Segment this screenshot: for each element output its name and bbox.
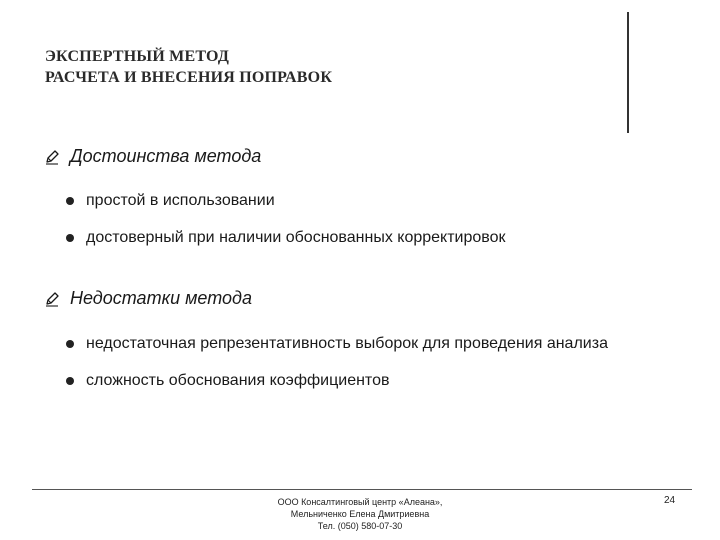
vertical-divider — [627, 12, 629, 133]
slide-title — [45, 46, 332, 88]
section-heading-label: Недостатки метода — [70, 288, 252, 308]
bullet-dot-icon — [66, 234, 74, 242]
section-heading-advantages — [44, 146, 261, 167]
bullet-dot-icon — [66, 377, 74, 385]
footer-author: Мельниченко Елена Дмитриевна — [290, 509, 430, 519]
list-item-text: недостаточная репрезентативность выборок для проведения анализа — [86, 335, 608, 352]
page-number: 24 — [664, 495, 676, 506]
list-item-text: сложность обоснования коэффициентов — [86, 372, 390, 389]
footer-contact — [230, 496, 490, 532]
list-item — [66, 229, 506, 247]
footer-divider — [32, 489, 692, 490]
list-item-text: простой в использовании — [86, 192, 275, 209]
bullet-dot-icon — [66, 197, 74, 205]
title-line-1: ЭКСПЕРТНЫЙ МЕТОД — [45, 48, 230, 65]
section-heading-disadvantages — [44, 288, 252, 309]
section-heading-label: Достоинства метода — [70, 146, 262, 166]
pencil-icon — [44, 149, 60, 165]
title-line-2: РАСЧЕТА И ВНЕСЕНИЯ ПОПРАВОК — [45, 69, 333, 86]
list-item — [66, 335, 608, 353]
footer-company: ООО Консалтинговый центр «Алеана», — [277, 497, 443, 507]
footer-phone: Тел. (050) 580-07-30 — [317, 521, 403, 531]
list-item — [66, 372, 389, 390]
list-item-text: достоверный при наличии обоснованных корректировок — [86, 229, 506, 246]
bullet-dot-icon — [66, 340, 74, 348]
pencil-icon — [44, 291, 60, 307]
list-item — [66, 192, 275, 210]
